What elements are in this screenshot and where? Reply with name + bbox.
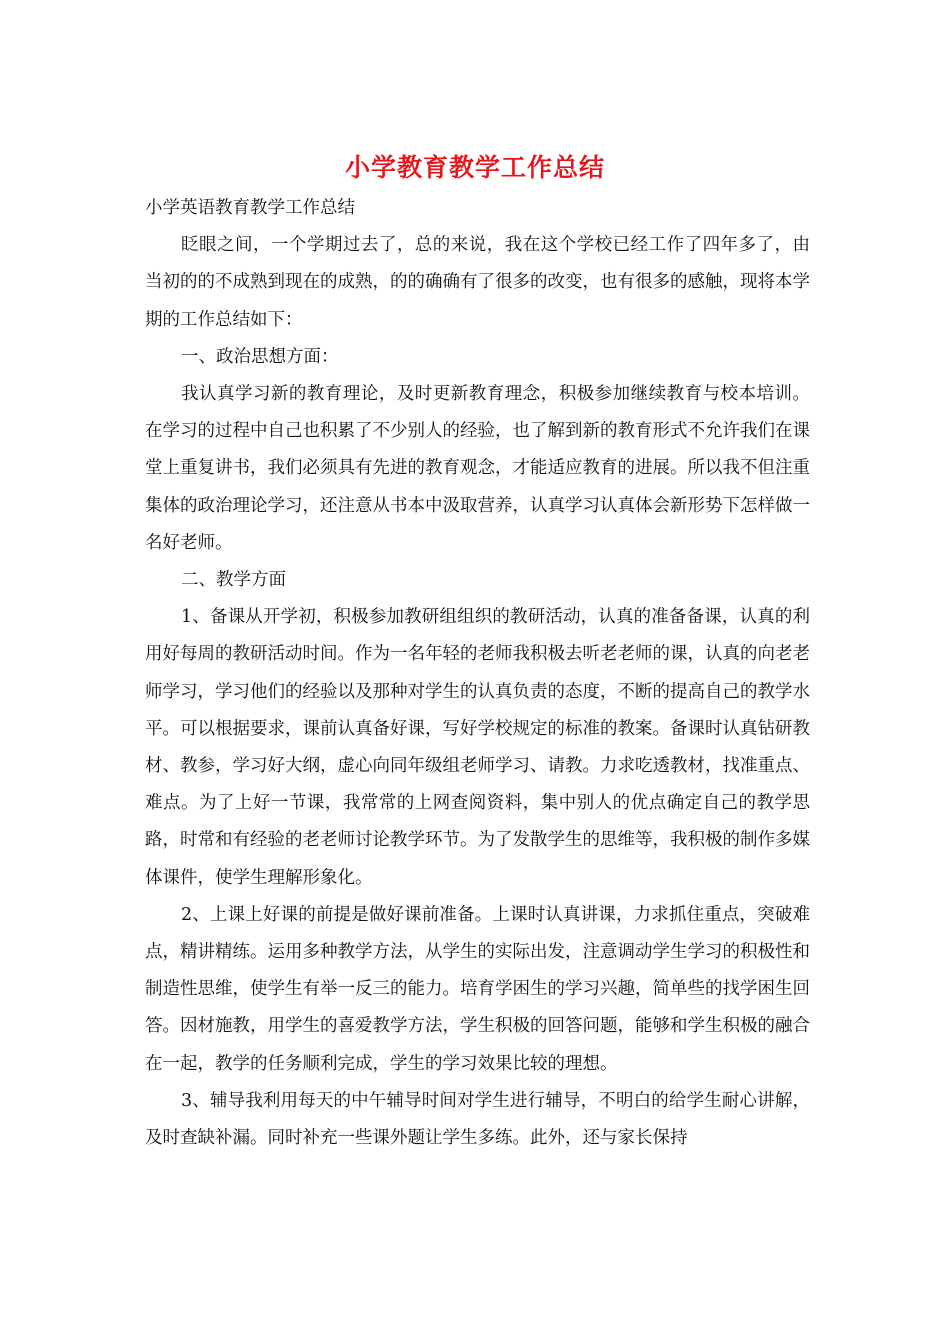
paragraph-intro: 眨眼之间，一个学期过去了，总的来说，我在这个学校已经工作了四年多了，由当初的的不成熟到现在的成熟，的的确确有了很多的改变，也有很多的感触，现将本学期的工作总结如下： [145, 235, 810, 330]
section-heading-teaching: 二、教学方面 [181, 570, 286, 591]
paragraph-tutoring: 3、辅导我利用每天的中午辅导时间对学生进行辅导，不明白的给学生耐心讲解，及时查缺补漏。同时补充一些课外题让学生多练。此外，还与家长保持 [145, 1090, 810, 1149]
paragraph-classroom: 2、上课上好课的前提是做好课前准备。上课时认真讲课，力求抓住重点，突破难点，精讲精练。运用多种教学方法，从学生的实际出发，注意调动学生学习的积极性和制造性思维，使学生有举一反三的能力。培育学困生的学习兴趣，简单些的找学困生回答。因材施教，用学生的喜爱教学方法，学生积极的回答问题，能够和学生积极的融合在一起，教学的任务顺利完成，学生的学习效果比较的理想。 [145, 904, 810, 1074]
document-title: 小学教育教学工作总结 [344, 153, 605, 182]
paragraph-lesson-prep: 1、备课从开学初，积极参加教研组组织的教研活动，认真的准备备课，认真的利用好每周的教研活动时间。作为一名年轻的老师我积极去听老老师的课，认真的向老老师学习，学习他们的经验以及那种对学生的认真负责的态度，不断的提高自己的教学水平。可以根据要求，课前认真备好课，写好学校规定的标准的教案。备课时认真钻研教材、教参，学习好大纲，虚心向同年级组老师学习、请教。力求吃透教材，找准重点、难点。为了上好一节课，我常常的上网查阅资料，集中别人的优点确定自己的教学思路，时常和有经验的老老师讨论教学环节。为了发散学生的思维等，我积极的制作多媒体课件，使学生理解形象化。 [145, 607, 810, 888]
document-subtitle: 小学英语教育教学工作总结 [145, 198, 355, 218]
document-body [145, 190, 810, 1157]
paragraph-politics: 我认真学习新的教育理论，及时更新教育理念，积极参加继续教育与校本培训。在学习的过程中自己也积累了不少别人的经验，也了解到新的教育形式不允许我们在课堂上重复讲书，我们必须具有先进的教育观念，才能适应教育的进展。所以我不但注重集体的政治理论学习，还注意从书本中汲取营养，认真学习认真体会新形势下怎样做一名好老师。 [145, 384, 810, 553]
section-heading-politics: 一、政治思想方面： [181, 346, 339, 367]
